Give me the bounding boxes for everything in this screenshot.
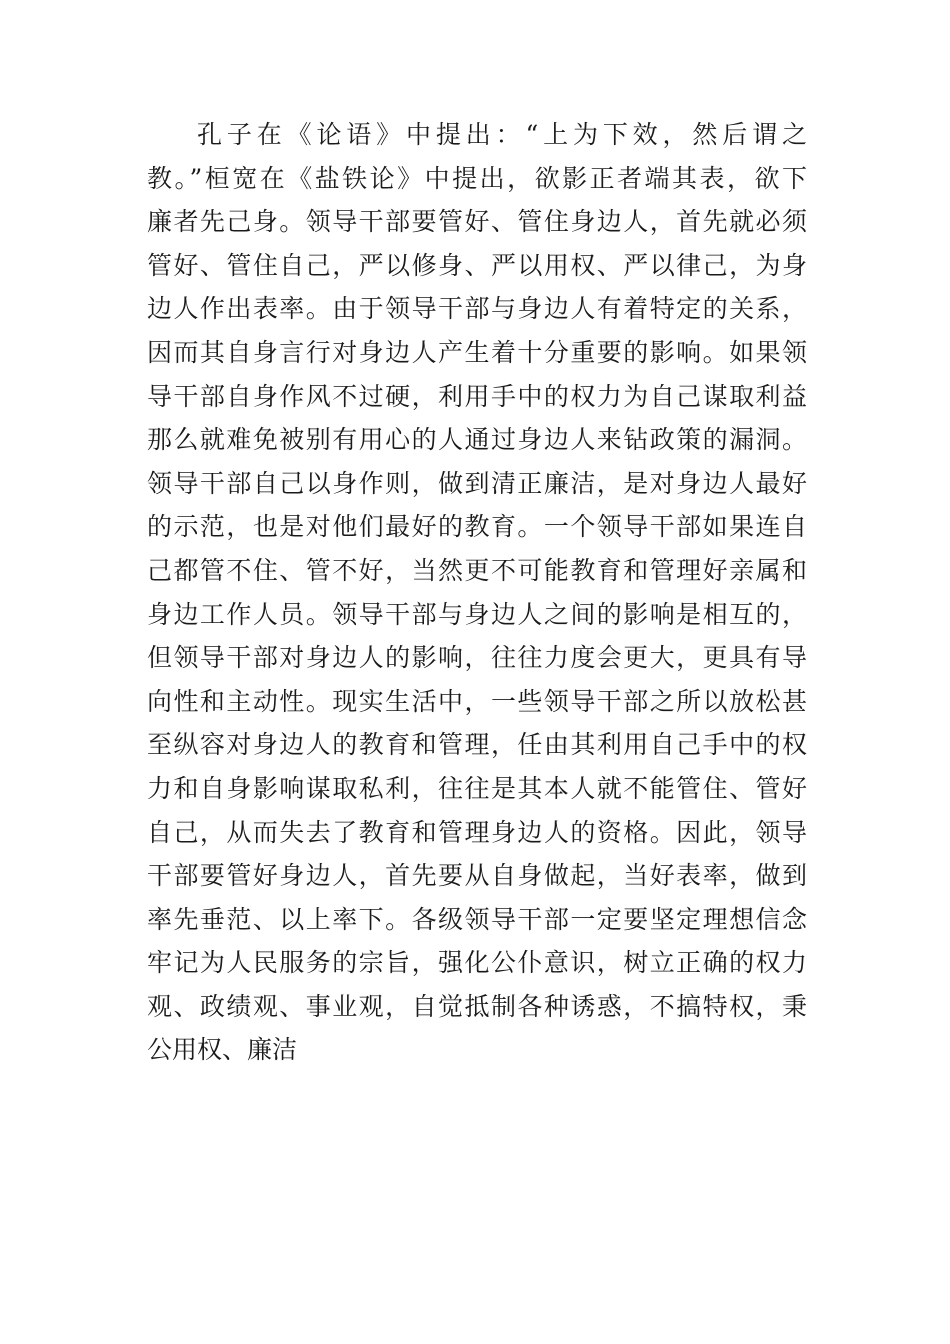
- text-line: 观、政绩观、事业观，自觉抵制各种诱惑，不搞特权，秉: [147, 991, 807, 1021]
- text-line: 至纵容对身边人的教育和管理，任由其利用自己手中的权: [147, 730, 807, 760]
- text-line: 导干部自身作风不过硬，利用手中的权力为自己谋取利益: [147, 381, 807, 411]
- text-line: 自己，从而失去了教育和管理身边人的资格。因此，领导: [147, 817, 807, 847]
- text-line: 率先垂范、以上率下。各级领导干部一定要坚定理想信念: [147, 904, 807, 934]
- text-line: 管好、管住自己，严以修身、严以用权、严以律己，为身: [147, 250, 807, 280]
- text-line: 身边工作人员。领导干部与身边人之间的影响是相互的，: [147, 599, 807, 629]
- text-line: 因而其自身言行对身边人产生着十分重要的影响。如果领: [147, 337, 807, 367]
- text-line: 牢记为人民服务的宗旨，强化公仆意识，树立正确的权力: [147, 948, 807, 978]
- text-line: 干部要管好身边人，首先要从自身做起，当好表率，做到: [147, 861, 807, 891]
- body-paragraph: [147, 113, 807, 1072]
- text-line: 廉者先己身。领导干部要管好、管住身边人，首先就必须: [147, 207, 807, 237]
- text-line: 边人作出表率。由于领导干部与身边人有着特定的关系，: [147, 294, 807, 324]
- text-line: 孔子在《论语》中提出：“上为下效，然后谓之: [197, 120, 807, 149]
- text-line: 公用权、廉洁: [147, 1035, 298, 1065]
- text-line: 的示范，也是对他们最好的教育。一个领导干部如果连自: [147, 512, 807, 542]
- text-line: 那么就难免被别有用心的人通过身边人来钻政策的漏洞。: [147, 425, 807, 455]
- text-line: 向性和主动性。现实生活中，一些领导干部之所以放松甚: [147, 686, 807, 716]
- text-line: 己都管不住、管不好，当然更不可能教育和管理好亲属和: [147, 555, 807, 585]
- text-line: 但领导干部对身边人的影响，往往力度会更大，更具有导: [147, 643, 807, 673]
- text-line: 力和自身影响谋取私利，往往是其本人就不能管住、管好: [147, 773, 807, 803]
- text-line: 领导干部自己以身作则，做到清正廉洁，是对身边人最好: [147, 468, 807, 498]
- text-line: 教。”桓宽在《盐铁论》中提出，欲影正者端其表，欲下: [147, 163, 807, 193]
